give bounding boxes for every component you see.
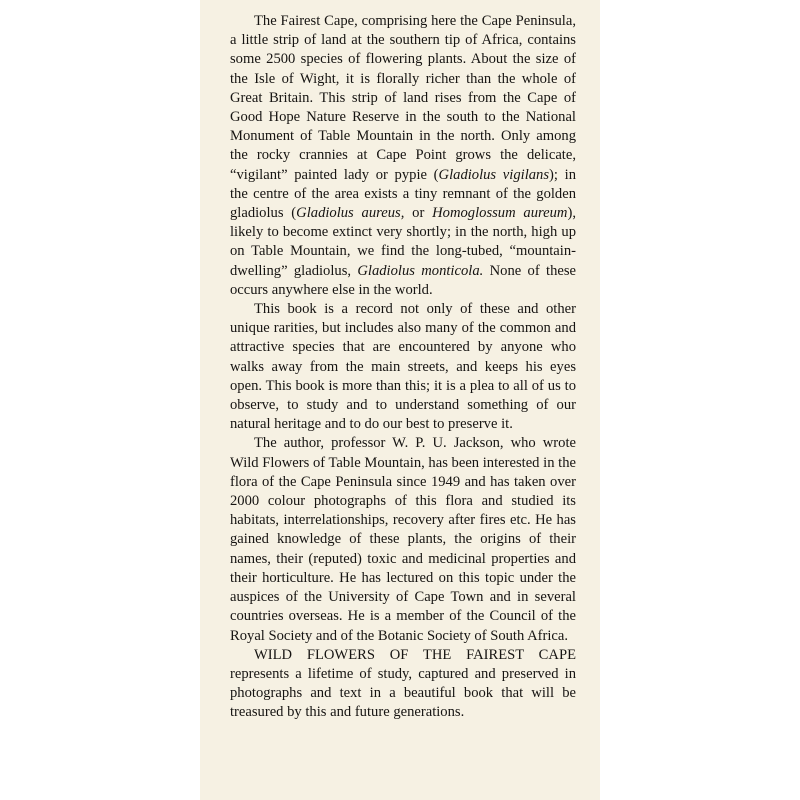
text-segment: WILD FLOWERS OF THE FAIREST CAPE represents a lifetime of study, captured and preserved in photographs and text in a beautiful book that will be treasured by this and future generations. [230,646,576,721]
species-name: Gladiolus vigilans [438,166,550,183]
text-segment: None of these occurs anywhere else in the world. [230,262,576,298]
text-segment: The Fairest Cape, comprising here the Cape Peninsula, a little strip of land at the southern tip of Africa, contains some 2500 species of flowering plants. About the size of the Isle of Wight, it is florally richer than the whole of Great Britain. This strip of land rises from the Cape of Good Hope Nature Reserve in the south to the National Monument of Table Mountain in the north. Only among the rocky crannies at Cape Point grows the delicate, “vigilant” painted lady or pypie ( [230,13,576,183]
paragraph-author [230,434,576,645]
text-segment: The author, professor W. P. U. Jackson, who wrote Wild Flowers of Table Mountain, has been interested in the flora of the Cape Peninsula since 1949 and has taken over 2000 colour photographs of this flora and studied its habitats, interrelationships, recovery after fires etc. He has gained knowledge of these plants, the origins of their names, their (reputed) toxic and medicinal properties and their horticulture. He has lectured on this topic under the auspices of the University of Cape Town and in several countries overseas. He is a member of the Council of the Royal Society and of the Botanic Society of South Africa. [230,435,576,644]
paragraph-closing [230,646,576,723]
blurb-text [230,12,576,723]
species-name: Homoglossum aureum [432,205,568,222]
text-segment: or [404,205,433,222]
text-segment: This book is a record not only of these and other unique rarities, but includes also many of the common and attractive species that are encountered by anyone who walks away from the main streets, and keeps his eyes open. This book is more than this; it is a plea to all of us to observe, to study and to understand something of our natural heritage and to do our best to preserve it. [230,301,576,433]
text-segment: ); in the centre of the area exists a tiny remnant of the golden gladiolus ( [230,166,576,222]
paragraph-intro [230,12,576,300]
paragraph-book-purpose [230,300,576,434]
species-name: Gladiolus monticola. [357,262,484,279]
text-segment: ), likely to become extinct very shortly; in the north, high up on Table Mountain, we find the long-tubed, “mountain-dwelling” gladiolus, [230,205,576,279]
species-name: Gladiolus aureus, [296,205,405,222]
